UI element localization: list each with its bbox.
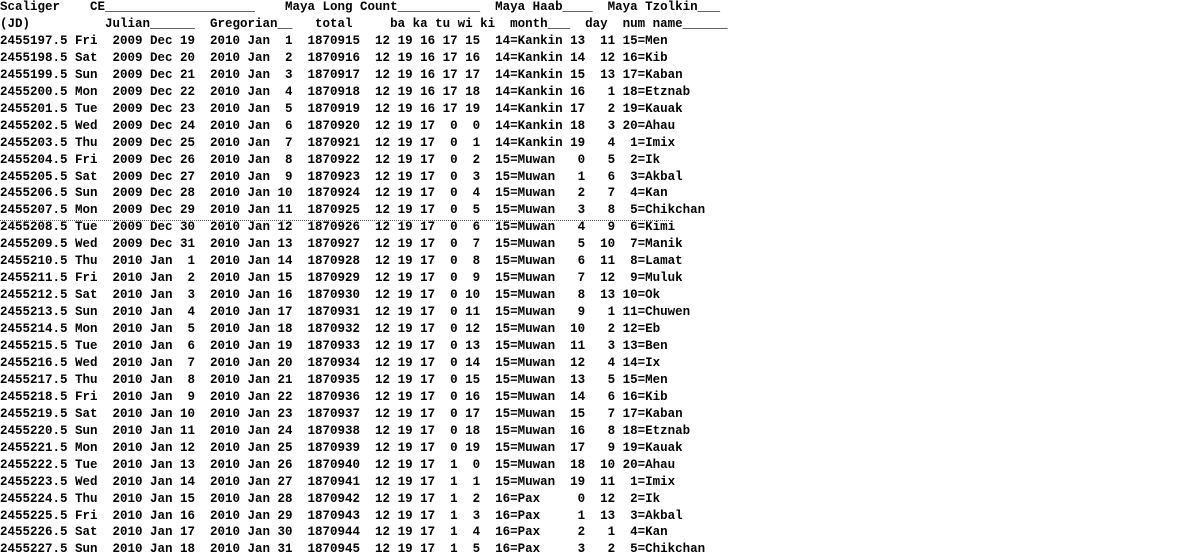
table-row: 2455202.5 Wed 2009 Dec 24 2010 Jan 6 1870920 12 19 17 0 0 14=Kankin 18 3 20=Ahau (0, 118, 676, 133)
table-row: 2455217.5 Thu 2010 Jan 8 2010 Jan 21 1870935 12 19 17 0 15 15=Muwan 13 5 15=Men (0, 372, 668, 387)
table-row: 2455225.5 Fri 2010 Jan 16 2010 Jan 29 1870943 12 19 17 1 3 16=Pax 1 13 3=Akbal (0, 508, 683, 523)
table-row: 2455200.5 Mon 2009 Dec 22 2010 Jan 4 1870918 12 19 16 17 18 14=Kankin 16 1 18=Etznab (0, 84, 691, 99)
table-row: 2455218.5 Fri 2010 Jan 9 2010 Jan 22 1870936 12 19 17 0 16 15=Muwan 14 6 16=Kib (0, 389, 668, 404)
table-row: 2455209.5 Wed 2009 Dec 31 2010 Jan 13 1870927 12 19 17 0 7 15=Muwan 5 10 7=Manik (0, 237, 683, 252)
table-row: 2455212.5 Sat 2010 Jan 3 2010 Jan 16 1870930 12 19 17 0 10 15=Muwan 8 13 10=Ok (0, 288, 661, 303)
table-row: 2455215.5 Tue 2010 Jan 6 2010 Jan 19 1870933 12 19 17 0 13 15=Muwan 11 3 13=Ben (0, 339, 668, 353)
table-row: 2455201.5 Tue 2009 Dec 23 2010 Jan 5 1870919 12 19 16 17 19 14=Kankin 17 2 19=Kauak (0, 101, 683, 116)
table-row: 2455219.5 Sat 2010 Jan 10 2010 Jan 23 1870937 12 19 17 0 17 15=Muwan 15 7 17=Kaban (0, 406, 683, 421)
table-row: 2455213.5 Sun 2010 Jan 4 2010 Jan 17 1870931 12 19 17 0 11 15=Muwan 9 1 11=Chuwen (0, 305, 691, 320)
table-row: 2455226.5 Sat 2010 Jan 17 2010 Jan 30 1870944 12 19 17 1 4 16=Pax 2 1 4=Kan (0, 525, 668, 540)
table-row: 2455216.5 Wed 2010 Jan 7 2010 Jan 20 1870934 12 19 17 0 14 15=Muwan 12 4 14=Ix (0, 355, 661, 370)
table-row: 2455223.5 Wed 2010 Jan 14 2010 Jan 27 1870941 12 19 17 1 1 15=Muwan 19 11 1=Imix (0, 474, 676, 489)
table-row: 2455227.5 Sun 2010 Jan 18 2010 Jan 31 1870945 12 19 17 1 5 16=Pax 3 2 5=Chikchan (0, 542, 706, 557)
table-row: 2455221.5 Mon 2010 Jan 12 2010 Jan 25 1870939 12 19 17 0 19 15=Muwan 17 9 19=Kauak (0, 440, 683, 455)
table-row: 2455197.5 Fri 2009 Dec 19 2010 Jan 1 1870915 12 19 16 17 15 14=Kankin 13 11 15=Men (0, 33, 668, 48)
table-row: 2455206.5 Sun 2009 Dec 28 2010 Jan 10 1870924 12 19 17 0 4 15=Muwan 2 7 4=Kan (0, 186, 668, 201)
table-row: 2455210.5 Thu 2010 Jan 1 2010 Jan 14 1870928 12 19 17 0 8 15=Muwan 6 11 8=Lamat (0, 254, 683, 269)
table-row: 2455211.5 Fri 2010 Jan 2 2010 Jan 15 1870929 12 19 17 0 9 15=Muwan 7 12 9=Muluk (0, 271, 683, 286)
table-row: 2455214.5 Mon 2010 Jan 5 2010 Jan 18 1870932 12 19 17 0 12 15=Muwan 10 2 12=Eb (0, 322, 661, 337)
table-row: 2455208.5 Tue 2009 Dec 30 2010 Jan 12 1870926 12 19 17 0 6 15=Muwan 4 9 6=Kimi (0, 220, 676, 235)
table-row: 2455222.5 Tue 2010 Jan 13 2010 Jan 26 1870940 12 19 17 1 0 15=Muwan 18 10 20=Ahau (0, 457, 676, 472)
table-row: 2455198.5 Sat 2009 Dec 20 2010 Jan 2 1870916 12 19 16 17 16 14=Kankin 14 12 16=Kib (0, 50, 668, 65)
table-row: 2455207.5 Mon 2009 Dec 29 2010 Jan 11 1870925 12 19 17 0 5 15=Muwan 3 8 5=Chikchan (0, 203, 706, 218)
table-row: 2455220.5 Sun 2010 Jan 11 2010 Jan 24 1870938 12 19 17 0 18 15=Muwan 16 8 18=Etznab (0, 423, 691, 438)
header-row-1: Scaliger CE____________________ Maya Long Count___________ Maya Haab____ Maya Tzolkin___ (0, 0, 721, 14)
table-row: 2455203.5 Thu 2009 Dec 25 2010 Jan 7 1870921 12 19 17 0 1 14=Kankin 19 4 1=Imix (0, 135, 676, 150)
table-row: 2455205.5 Sat 2009 Dec 27 2010 Jan 9 1870923 12 19 17 0 3 15=Muwan 1 6 3=Akbal (0, 169, 683, 184)
table-row: 2455199.5 Sun 2009 Dec 21 2010 Jan 3 1870917 12 19 16 17 17 14=Kankin 15 13 17=Kaban (0, 67, 683, 82)
row-separator (0, 220, 669, 221)
table-row: 2455204.5 Fri 2009 Dec 26 2010 Jan 8 1870922 12 19 17 0 2 15=Muwan 0 5 2=Ik (0, 152, 661, 167)
header-row-2: (JD) Julian______ Gregorian__ total ba ka tu wi ki month___ day num name______ (0, 16, 728, 31)
table-row: 2455224.5 Thu 2010 Jan 15 2010 Jan 28 1870942 12 19 17 1 2 16=Pax 0 12 2=Ik (0, 491, 661, 506)
